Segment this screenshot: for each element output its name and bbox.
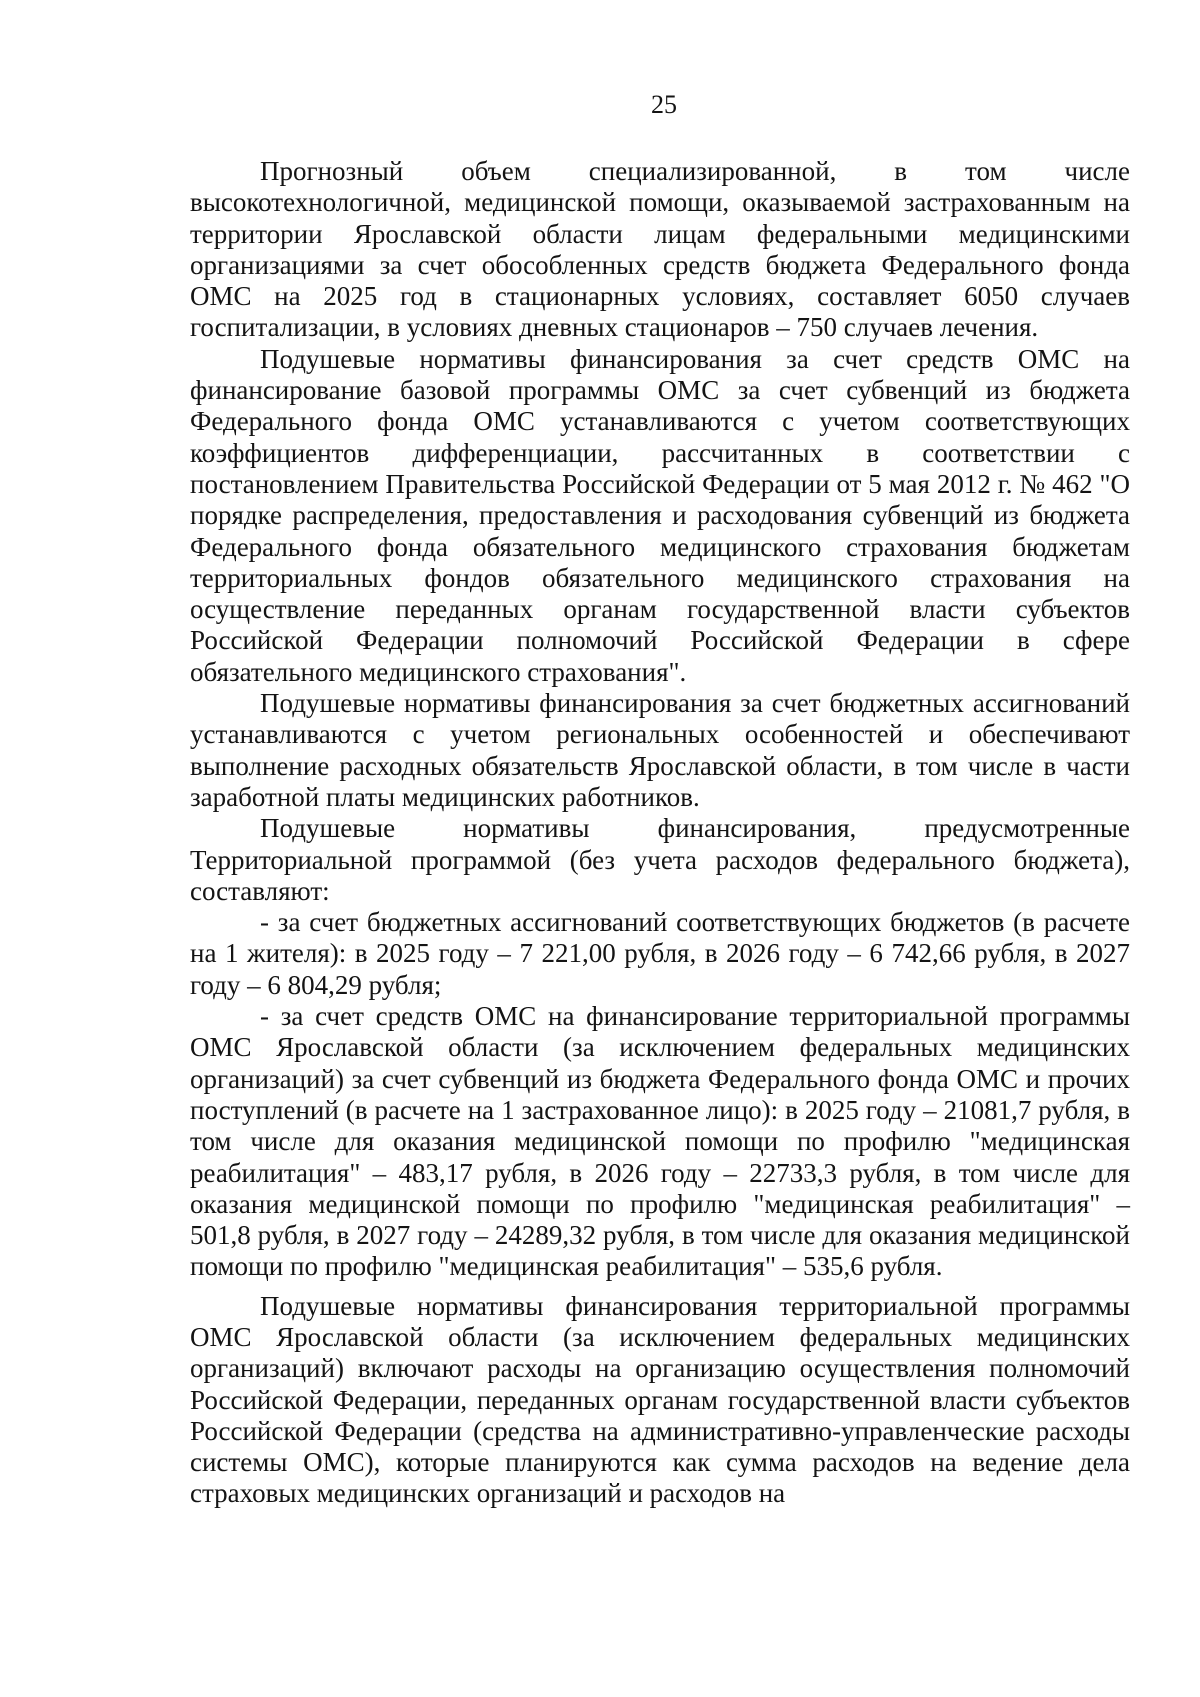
- list-item-oms-funds: - за счет средств ОМС на финансирование территориальной программы ОМС Ярославской области (за исключением федеральных медицинских организаций) за счет субвенций из бюджета Федерального фонда ОМС и прочих поступлений (в расчете на 1 застрахованное лицо): в 2025 году – 21081,7 рубля, в том числе для оказания медицинской помощи по профилю "медицинская реабилитация" – 483,17 рубля, в 2026 году – 22733,3 рубля, в том числе для оказания медицинской помощи по профилю "медицинская реабилитация" – 501,8 рубля, в 2027 году – 24289,32 рубля, в том числе для оказания медицинской помощи по профилю "медицинская реабилитация" – 535,6 рубля.: [190, 1001, 1130, 1282]
- paragraph-standards-intro: Подушевые нормативы финансирования, предусмотренные Территориальной программой (без учета расходов федерального бюджета), составляют:: [190, 813, 1130, 906]
- list-item-budget-allocations: - за счет бюджетных ассигнований соответствующих бюджетов (в расчете на 1 жителя): в 2025 году – 7 221,00 рубля, в 2026 году – 6 742,66 рубля, в 2027 году – 6 804,29 рубля;: [190, 907, 1130, 1000]
- paragraph-oms-per-capita-standards: Подушевые нормативы финансирования за счет средств ОМС на финансирование базовой программы ОМС за счет субвенций из бюджета Федерального фонда ОМС устанавливаются с учетом соответствующих коэффициентов дифференциации, рассчитанных в соответствии с постановлением Правительства Российской Федерации от 5 мая 2012 г. № 462 "О порядке распределения, предоставления и расходования субвенций из бюджета Федерального фонда обязательного медицинского страхования бюджетам территориальных фондов обязательного медицинского страхования на осуществление переданных органам государственной власти субъектов Российской Федерации полномочий Российской Федерации в сфере обязательного медицинского страхования".: [190, 343, 1130, 687]
- document-body: [190, 156, 1130, 1510]
- paragraph-budget-per-capita-standards: Подушевые нормативы финансирования за счет бюджетных ассигнований устанавливаются с учетом региональных особенностей и обеспечивают выполнение расходных обязательств Ярославской области, в том числе в части заработной платы медицинских работников.: [190, 688, 1130, 812]
- paragraph-administrative-expenses: Подушевые нормативы финансирования территориальной программы ОМС Ярославской области (за исключением федеральных медицинских организаций) включают расходы на организацию осуществления полномочий Российской Федерации, переданных органам государственной власти субъектов Российской Федерации (средства на административно-управленческие расходы системы ОМС), которые планируются как сумма расходов на ведение дела страховых медицинских организаций и расходов на: [190, 1290, 1130, 1509]
- paragraph-forecast-volume: Прогнозный объем специализированной, в том числе высокотехнологичной, медицинской помощи, оказываемой застрахованным на территории Ярославской области лицам федеральными медицинскими организациями за счет обособленных средств бюджета Федерального фонда ОМС на 2025 год в стационарных условиях, составляет 6050 случаев госпитализации, в условиях дневных стационаров – 750 случаев лечения.: [190, 156, 1130, 343]
- page-number: 25: [651, 90, 677, 119]
